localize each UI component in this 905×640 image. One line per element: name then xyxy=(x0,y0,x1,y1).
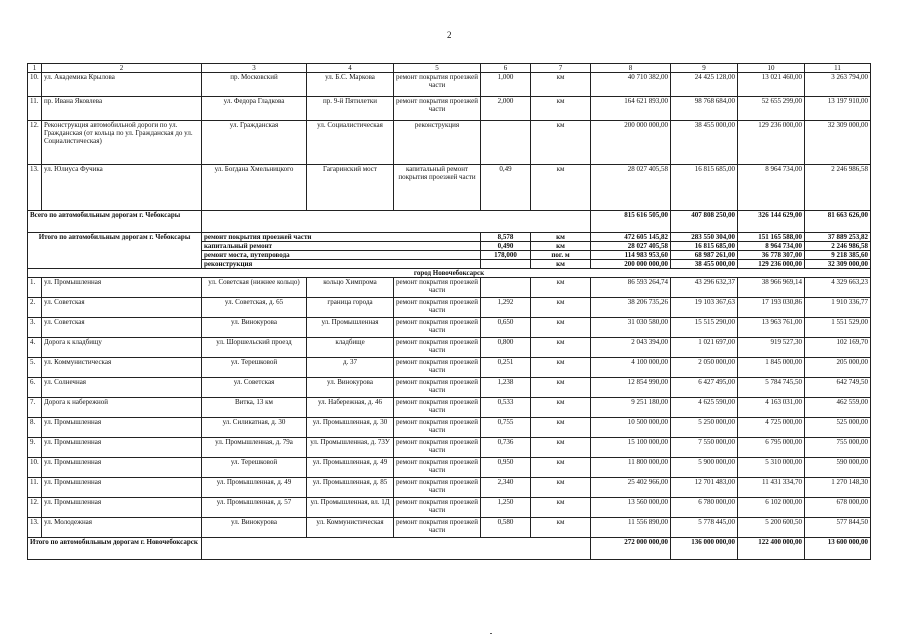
table-row xyxy=(28,518,871,538)
length: 0,650 xyxy=(481,318,531,338)
section-end: ул. Социалистическая xyxy=(307,121,394,165)
municipal-amount: 678 000,00 xyxy=(805,498,871,518)
federal-amount: 407 808 250,00 xyxy=(671,211,738,233)
table-row xyxy=(28,478,871,498)
road-name: ул. Промышленная xyxy=(42,498,202,518)
length: 8,578 xyxy=(481,233,531,242)
federal-amount: 16 815 685,00 xyxy=(671,242,738,251)
itogo-row xyxy=(28,233,871,242)
row-number: 11. xyxy=(28,478,42,498)
road-name: ул. Академика Крылова xyxy=(42,73,202,97)
work-type: реконструкция xyxy=(202,260,481,269)
section-end: граница города xyxy=(307,298,394,318)
work-type: ремонт покрытия проезжей части xyxy=(202,233,481,242)
municipal-amount: 1 910 336,77 xyxy=(805,298,871,318)
section-end: кладбище xyxy=(307,338,394,358)
total-amount: 4 100 000,00 xyxy=(591,358,671,378)
section-start: ул. Советская xyxy=(202,378,307,398)
municipal-amount: 13 600 000,00 xyxy=(805,538,871,560)
republic-amount: 129 236 000,00 xyxy=(738,121,805,165)
unit: км xyxy=(531,165,591,211)
total-row-cheboksary xyxy=(28,211,871,233)
work-type: ремонт покрытия проезжей части xyxy=(394,318,481,338)
section-start: Витка, 13 км xyxy=(202,398,307,418)
unit: км xyxy=(531,338,591,358)
length: 0,580 xyxy=(481,518,531,538)
table-row xyxy=(28,298,871,318)
section-start: ул. Терешковой xyxy=(202,358,307,378)
length: 0,736 xyxy=(481,438,531,458)
road-name: ул. Промышленная xyxy=(42,438,202,458)
road-name: Реконструкция автомобильной дороги по ул. Гражданская (от кольца по ул. Гражданская до ул. Социалистическая) xyxy=(42,121,202,165)
total-amount: 28 027 405,58 xyxy=(591,242,671,251)
unit: км xyxy=(531,518,591,538)
total-amount: 13 560 000,00 xyxy=(591,498,671,518)
section-start: ул. Винокурова xyxy=(202,518,307,538)
column-number: 5 xyxy=(394,64,481,73)
unit: км xyxy=(531,438,591,458)
table-row xyxy=(28,498,871,518)
work-type: ремонт покрытия проезжей части xyxy=(394,73,481,97)
row-number: 3. xyxy=(28,318,42,338)
work-type: реконструкция xyxy=(394,121,481,165)
municipal-amount: 13 197 910,00 xyxy=(805,97,871,121)
section-end: ул. Промышленная, д. 73У xyxy=(307,438,394,458)
unit: км xyxy=(531,358,591,378)
federal-amount: 12 701 483,00 xyxy=(671,478,738,498)
unit: км xyxy=(531,298,591,318)
federal-amount: 2 050 000,00 xyxy=(671,358,738,378)
republic-amount: 13 963 761,00 xyxy=(738,318,805,338)
road-name: ул. Советская xyxy=(42,298,202,318)
road-name: ул. Промышленная xyxy=(42,478,202,498)
total-amount: 272 000 000,00 xyxy=(591,538,671,560)
total-amount: 10 500 000,00 xyxy=(591,418,671,438)
header-row xyxy=(28,64,871,73)
republic-amount: 6 102 000,00 xyxy=(738,498,805,518)
unit: км xyxy=(531,260,591,269)
column-number: 2 xyxy=(42,64,202,73)
municipal-amount: 525 000,00 xyxy=(805,418,871,438)
work-type: капитальный ремонт xyxy=(202,242,481,251)
table-row xyxy=(28,318,871,338)
road-name: Дорога к набережной xyxy=(42,398,202,418)
republic-amount: 5 200 600,50 xyxy=(738,518,805,538)
work-type: ремонт покрытия проезжей части xyxy=(394,438,481,458)
section-start: ул. Богдана Хмельницкого xyxy=(202,165,307,211)
section-end: ул. Коммунистическая xyxy=(307,518,394,538)
republic-amount: 151 165 588,00 xyxy=(738,233,805,242)
municipal-amount: 32 309 000,00 xyxy=(805,121,871,165)
column-number: 11 xyxy=(805,64,871,73)
federal-amount: 6 427 495,00 xyxy=(671,378,738,398)
unit: км xyxy=(531,242,591,251)
total-row-novocheboksarsk xyxy=(28,538,871,560)
municipal-amount: 642 749,50 xyxy=(805,378,871,398)
republic-amount: 13 021 460,00 xyxy=(738,73,805,97)
page-number: 2 xyxy=(447,30,452,40)
section-end: ул. Промышленная xyxy=(307,318,394,338)
table-row xyxy=(28,458,871,478)
section-end: Гагаринский мост xyxy=(307,165,394,211)
section-start: ул. Промышленная, д. 79а xyxy=(202,438,307,458)
work-type: ремонт покрытия проезжей части xyxy=(394,378,481,398)
republic-amount: 52 655 299,00 xyxy=(738,97,805,121)
republic-amount: 4 163 031,00 xyxy=(738,398,805,418)
total-amount: 11 556 890,00 xyxy=(591,518,671,538)
federal-amount: 7 550 000,00 xyxy=(671,438,738,458)
length: 2,340 xyxy=(481,478,531,498)
column-number: 7 xyxy=(531,64,591,73)
republic-amount: 1 845 000,00 xyxy=(738,358,805,378)
federal-amount: 1 021 697,00 xyxy=(671,338,738,358)
municipal-amount: 755 000,00 xyxy=(805,438,871,458)
road-name: ул. Солнечная xyxy=(42,378,202,398)
work-type: ремонт покрытия проезжей части xyxy=(394,518,481,538)
municipal-amount: 32 309 000,00 xyxy=(805,260,871,269)
municipal-amount: 205 000,00 xyxy=(805,358,871,378)
unit: км xyxy=(531,458,591,478)
section-end: ул. Промышленная, д. 85 xyxy=(307,478,394,498)
table-row xyxy=(28,378,871,398)
republic-amount: 919 527,30 xyxy=(738,338,805,358)
unit: км xyxy=(531,121,591,165)
federal-amount: 15 515 290,00 xyxy=(671,318,738,338)
row-number: 10. xyxy=(28,73,42,97)
republic-amount: 38 966 969,14 xyxy=(738,278,805,298)
column-number: 3 xyxy=(202,64,307,73)
table-row xyxy=(28,438,871,458)
section-end: ул. Винокурова xyxy=(307,378,394,398)
republic-amount: 5 310 000,00 xyxy=(738,458,805,478)
republic-amount: 8 964 734,00 xyxy=(738,242,805,251)
municipal-amount: 37 889 253,82 xyxy=(805,233,871,242)
road-name: пр. Ивана Яковлева xyxy=(42,97,202,121)
section-end: ул. Б.С. Маркова xyxy=(307,73,394,97)
column-number: 4 xyxy=(307,64,394,73)
section-start: ул. Советская (нижнее кольцо) xyxy=(202,278,307,298)
row-number: 12. xyxy=(28,121,42,165)
work-type: капитальный ремонт покрытия проезжей части xyxy=(394,165,481,211)
work-type: ремонт покрытия проезжей части xyxy=(394,498,481,518)
row-number: 1. xyxy=(28,278,42,298)
length: 1,238 xyxy=(481,378,531,398)
municipal-amount: 577 844,50 xyxy=(805,518,871,538)
unit: км xyxy=(531,498,591,518)
unit: км xyxy=(531,318,591,338)
work-type: ремонт покрытия проезжей части xyxy=(394,358,481,378)
section-end: ул. Промышленная, д. 30 xyxy=(307,418,394,438)
total-amount: 9 251 180,00 xyxy=(591,398,671,418)
unit: км xyxy=(531,233,591,242)
section-start: ул. Промышленная, д. 49 xyxy=(202,478,307,498)
road-repair-table xyxy=(27,63,871,560)
length: 178,000 xyxy=(481,251,531,260)
federal-amount: 136 000 000,00 xyxy=(671,538,738,560)
federal-amount: 43 296 632,37 xyxy=(671,278,738,298)
federal-amount: 38 455 000,00 xyxy=(671,260,738,269)
section-start: ул. Гражданская xyxy=(202,121,307,165)
republic-amount: 129 236 000,00 xyxy=(738,260,805,269)
row-number: 9. xyxy=(28,438,42,458)
section-start: ул. Промышленная, д. 57 xyxy=(202,498,307,518)
unit: км xyxy=(531,398,591,418)
length: 0,800 xyxy=(481,338,531,358)
length: 0,950 xyxy=(481,458,531,478)
row-number: 5. xyxy=(28,358,42,378)
federal-amount: 6 780 000,00 xyxy=(671,498,738,518)
total-label: Итого по автомобильным дорогам г. Новочебоксарск xyxy=(28,538,202,560)
work-type: ремонт покрытия проезжей части xyxy=(394,278,481,298)
federal-amount: 19 103 367,63 xyxy=(671,298,738,318)
municipal-amount: 9 218 385,60 xyxy=(805,251,871,260)
row-number: 6. xyxy=(28,378,42,398)
work-type: ремонт покрытия проезжей части xyxy=(394,338,481,358)
work-type: ремонт покрытия проезжей части xyxy=(394,398,481,418)
row-number: 7. xyxy=(28,398,42,418)
table-row xyxy=(28,97,871,121)
municipal-amount: 102 169,70 xyxy=(805,338,871,358)
section-start: ул. Советская, д. 65 xyxy=(202,298,307,318)
row-number: 4. xyxy=(28,338,42,358)
road-name: ул. Юлиуса Фучика xyxy=(42,165,202,211)
section-end: ул. Промышленная, вл. 1Д xyxy=(307,498,394,518)
republic-amount: 6 795 000,00 xyxy=(738,438,805,458)
section-start: ул. Терешковой xyxy=(202,458,307,478)
column-number: 10 xyxy=(738,64,805,73)
republic-amount: 17 193 030,86 xyxy=(738,298,805,318)
length xyxy=(481,121,531,165)
total-amount: 114 983 953,60 xyxy=(591,251,671,260)
work-type: ремонт покрытия проезжей части xyxy=(394,298,481,318)
total-amount: 11 800 000,00 xyxy=(591,458,671,478)
table-row xyxy=(28,121,871,165)
municipal-amount: 462 559,00 xyxy=(805,398,871,418)
table-row xyxy=(28,278,871,298)
municipal-amount: 81 663 626,00 xyxy=(805,211,871,233)
total-amount: 15 100 000,00 xyxy=(591,438,671,458)
municipal-amount: 2 246 986,58 xyxy=(805,242,871,251)
road-name: ул. Советская xyxy=(42,318,202,338)
unit: км xyxy=(531,278,591,298)
unit: км xyxy=(531,478,591,498)
section-start: пр. Московский xyxy=(202,73,307,97)
municipal-amount: 1 551 529,00 xyxy=(805,318,871,338)
section-end: кольцо Химпрома xyxy=(307,278,394,298)
total-amount: 200 000 000,00 xyxy=(591,260,671,269)
total-amount: 472 605 145,82 xyxy=(591,233,671,242)
federal-amount: 5 778 445,00 xyxy=(671,518,738,538)
table-row xyxy=(28,418,871,438)
unit: пог. м xyxy=(531,251,591,260)
federal-amount: 5 250 000,00 xyxy=(671,418,738,438)
row-number: 13. xyxy=(28,518,42,538)
section-end: ул. Набережная, д. 46 xyxy=(307,398,394,418)
column-number: 6 xyxy=(481,64,531,73)
work-type: ремонт покрытия проезжей части xyxy=(394,478,481,498)
table-row xyxy=(28,338,871,358)
road-name: ул. Промышленная xyxy=(42,458,202,478)
length: 0,251 xyxy=(481,358,531,378)
total-amount: 25 402 966,00 xyxy=(591,478,671,498)
total-amount: 164 621 893,00 xyxy=(591,97,671,121)
length: 0,49 xyxy=(481,165,531,211)
length xyxy=(481,278,531,298)
republic-amount: 4 725 000,00 xyxy=(738,418,805,438)
unit: км xyxy=(531,378,591,398)
road-name: ул. Молодежная xyxy=(42,518,202,538)
length: 0,533 xyxy=(481,398,531,418)
total-amount: 200 000 000,00 xyxy=(591,121,671,165)
total-label: Всего по автомобильным дорогам г. Чебоксары xyxy=(28,211,202,233)
federal-amount: 5 900 000,00 xyxy=(671,458,738,478)
republic-amount: 11 431 334,70 xyxy=(738,478,805,498)
length: 0,490 xyxy=(481,242,531,251)
federal-amount: 98 768 684,00 xyxy=(671,97,738,121)
unit: км xyxy=(531,418,591,438)
road-name: Дорога к кладбищу xyxy=(42,338,202,358)
municipal-amount: 4 329 663,23 xyxy=(805,278,871,298)
road-name: ул. Коммунистическая xyxy=(42,358,202,378)
row-number: 12. xyxy=(28,498,42,518)
section-end: ул. Промышленная, д. 49 xyxy=(307,458,394,478)
unit: км xyxy=(531,73,591,97)
total-amount: 2 043 394,00 xyxy=(591,338,671,358)
total-amount: 28 027 405,58 xyxy=(591,165,671,211)
municipal-amount: 2 246 986,58 xyxy=(805,165,871,211)
scan-speck xyxy=(490,633,492,634)
length: 1,292 xyxy=(481,298,531,318)
section-end: пр. 9-й Пятилетки xyxy=(307,97,394,121)
row-number: 11. xyxy=(28,97,42,121)
total-amount: 12 854 990,00 xyxy=(591,378,671,398)
section-end: д. 37 xyxy=(307,358,394,378)
row-number: 10. xyxy=(28,458,42,478)
row-number: 2. xyxy=(28,298,42,318)
length: 2,000 xyxy=(481,97,531,121)
column-number: 8 xyxy=(591,64,671,73)
total-amount: 40 710 382,00 xyxy=(591,73,671,97)
section-start: ул. Федора Гладкова xyxy=(202,97,307,121)
column-number: 1 xyxy=(28,64,42,73)
republic-amount: 8 964 734,00 xyxy=(738,165,805,211)
total-amount: 38 206 735,26 xyxy=(591,298,671,318)
length: 1,250 xyxy=(481,498,531,518)
row-number: 13. xyxy=(28,165,42,211)
federal-amount: 24 425 128,00 xyxy=(671,73,738,97)
section-start: ул. Силикатная, д. 30 xyxy=(202,418,307,438)
total-amount: 31 030 580,00 xyxy=(591,318,671,338)
road-name: ул. Промышленная xyxy=(42,278,202,298)
federal-amount: 16 815 685,00 xyxy=(671,165,738,211)
table-row xyxy=(28,358,871,378)
length: 0,755 xyxy=(481,418,531,438)
unit: км xyxy=(531,97,591,121)
work-type: ремонт покрытия проезжей части xyxy=(394,458,481,478)
republic-amount: 36 778 307,00 xyxy=(738,251,805,260)
length: 1,000 xyxy=(481,73,531,97)
federal-amount: 38 455 000,00 xyxy=(671,121,738,165)
section-start: ул. Шоршельский проезд xyxy=(202,338,307,358)
federal-amount: 4 625 590,00 xyxy=(671,398,738,418)
work-type: ремонт покрытия проезжей части xyxy=(394,418,481,438)
municipal-amount: 3 263 794,00 xyxy=(805,73,871,97)
section-start: ул. Винокурова xyxy=(202,318,307,338)
republic-amount: 326 144 629,00 xyxy=(738,211,805,233)
length xyxy=(481,260,531,269)
city-title: город Новочебоксарск xyxy=(28,269,871,278)
federal-amount: 68 987 261,00 xyxy=(671,251,738,260)
column-number: 9 xyxy=(671,64,738,73)
work-type: ремонт моста, путепровода xyxy=(202,251,481,260)
table-row xyxy=(28,398,871,418)
work-type: ремонт покрытия проезжей части xyxy=(394,97,481,121)
republic-amount: 122 400 000,00 xyxy=(738,538,805,560)
itogo-label: Итого по автомобильным дорогам г. Чебоксары xyxy=(28,233,202,269)
municipal-amount: 590 000,00 xyxy=(805,458,871,478)
row-number: 8. xyxy=(28,418,42,438)
road-name: ул. Промышленная xyxy=(42,418,202,438)
republic-amount: 5 784 745,50 xyxy=(738,378,805,398)
total-amount: 86 593 264,74 xyxy=(591,278,671,298)
city-section-row xyxy=(28,269,871,278)
federal-amount: 283 550 304,00 xyxy=(671,233,738,242)
total-amount: 815 616 505,00 xyxy=(591,211,671,233)
table-row xyxy=(28,165,871,211)
table-row xyxy=(28,73,871,97)
municipal-amount: 1 270 148,30 xyxy=(805,478,871,498)
